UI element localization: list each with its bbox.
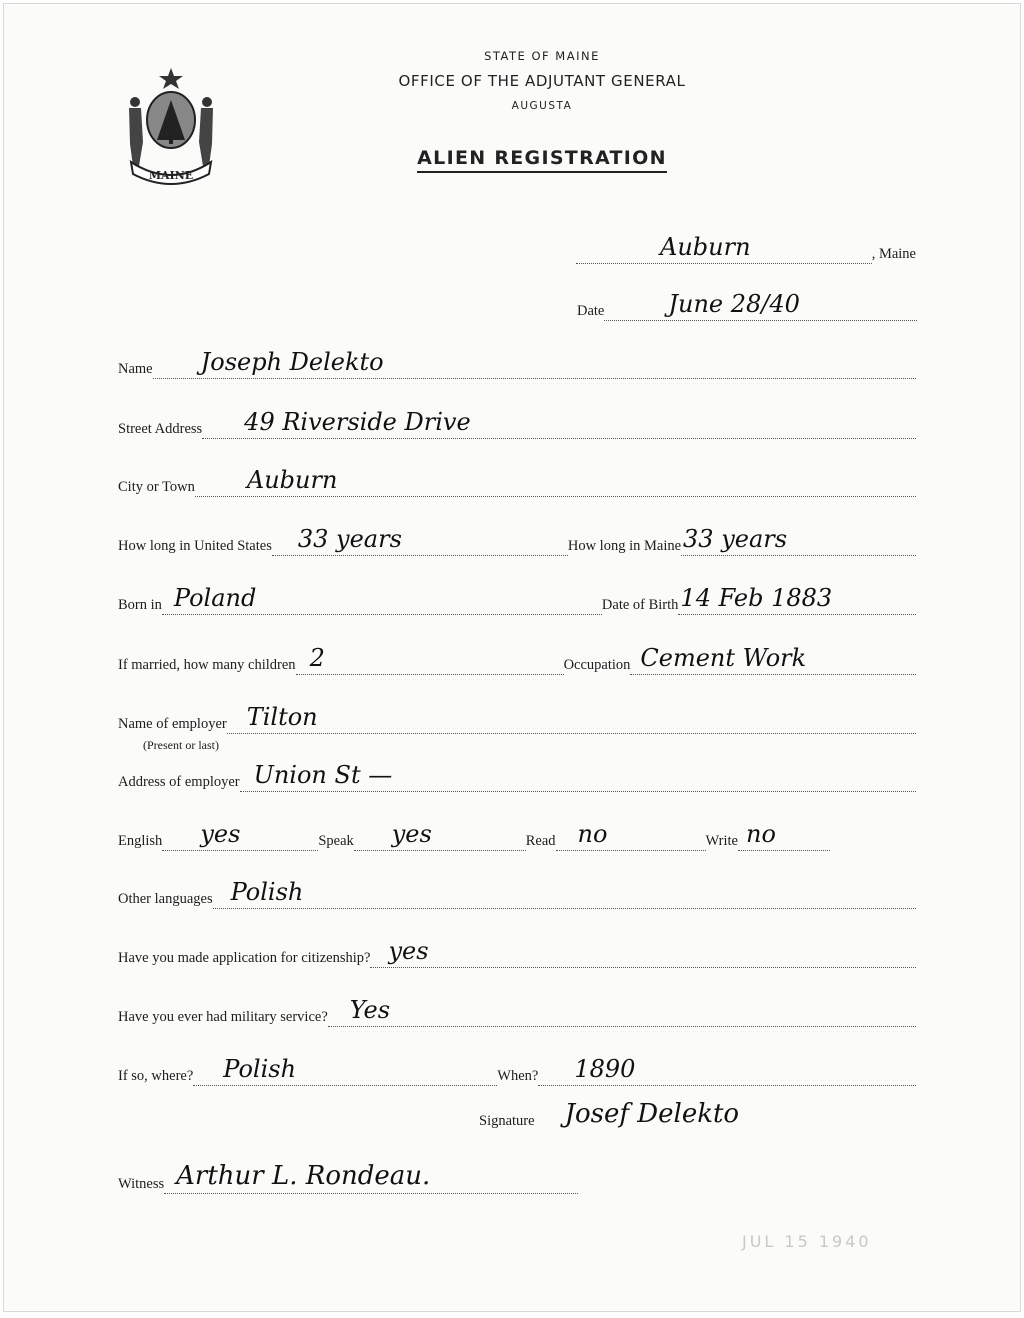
write-label: Write [705, 833, 738, 849]
children-value: 2 [309, 644, 325, 672]
street-label: Street Address [118, 421, 203, 437]
dob-value: 14 Feb 1883 [680, 584, 833, 612]
military-value: Yes [349, 996, 391, 1024]
how-long-maine-value: 33 years [683, 525, 788, 553]
street-field [118, 408, 916, 439]
state-heading: STATE OF MAINE [484, 49, 600, 63]
signature-field [479, 1099, 916, 1131]
when-label: When? [497, 1068, 539, 1084]
signature-value: Josef Delekto [564, 1099, 740, 1129]
city-town-field [118, 466, 916, 497]
how-long-maine-label: How long in Maine [567, 538, 682, 554]
svg-text:MAINE: MAINE [148, 169, 194, 182]
employer-value: Tilton [246, 703, 318, 731]
city-town-label: City or Town [118, 479, 195, 495]
place-field [576, 233, 916, 264]
birth-row [118, 584, 916, 615]
employer-sublabel: (Present or last) [143, 738, 219, 752]
english-label: English [118, 833, 163, 849]
children-occupation-row [118, 644, 916, 675]
citizenship-field [118, 937, 916, 968]
how-long-us-label: How long in United States [118, 538, 272, 554]
other-languages-value: Polish [230, 878, 304, 906]
born-in-value: Poland [173, 584, 257, 612]
employer-address-label: Address of employer [118, 774, 240, 790]
read-label: Read [525, 833, 556, 849]
employer-field [118, 703, 916, 734]
received-stamp: JUL 15 1940 [742, 1232, 872, 1251]
language-skills-row [118, 820, 830, 851]
english-value: yes [200, 820, 241, 848]
military-label: Have you ever had military service? [118, 1009, 328, 1025]
employer-address-field [118, 761, 916, 792]
where-value: Polish [223, 1055, 297, 1083]
when-value: 1890 [574, 1055, 636, 1083]
place-value: Auburn [660, 233, 751, 261]
office-heading: OFFICE OF THE ADJUTANT GENERAL [398, 72, 686, 90]
date-field [577, 290, 917, 321]
speak-label: Speak [318, 833, 354, 849]
born-in-label: Born in [118, 597, 162, 613]
how-long-us-value: 33 years [297, 525, 402, 553]
occupation-label: Occupation [563, 657, 631, 673]
where-label: If so, where? [118, 1068, 194, 1084]
citizenship-label: Have you made application for citizenship? [118, 950, 371, 966]
other-languages-label: Other languages [118, 891, 213, 907]
place-suffix: , Maine [871, 246, 916, 262]
how-long-row [118, 525, 916, 556]
occupation-value: Cement Work [640, 644, 807, 672]
registration-form [3, 3, 1021, 1312]
street-value: 49 Riverside Drive [244, 408, 471, 436]
write-value: no [745, 820, 776, 848]
form-title: ALIEN REGISTRATION [34, 147, 1024, 169]
read-value: no [577, 820, 608, 848]
children-label: If married, how many children [118, 657, 296, 673]
other-languages-field [118, 878, 916, 909]
city-heading: AUGUSTA [511, 100, 573, 112]
witness-field [118, 1161, 578, 1194]
city-town-value: Auburn [246, 466, 338, 494]
date-value: June 28/40 [668, 290, 800, 318]
witness-label: Witness [118, 1176, 165, 1192]
date-label: Date [577, 303, 605, 319]
name-value: Joseph Delekto [200, 348, 384, 376]
name-label: Name [118, 361, 153, 377]
where-when-row [118, 1055, 916, 1086]
employer-address-value: Union St — [253, 761, 393, 789]
speak-value: yes [391, 820, 432, 848]
name-field [118, 348, 916, 379]
employer-label: Name of employer [118, 716, 227, 732]
military-field [118, 996, 916, 1027]
signature-label: Signature [479, 1113, 535, 1129]
citizenship-value: yes [388, 937, 429, 965]
witness-value: Arthur L. Rondeau. [176, 1161, 431, 1191]
dob-label: Date of Birth [601, 597, 679, 613]
